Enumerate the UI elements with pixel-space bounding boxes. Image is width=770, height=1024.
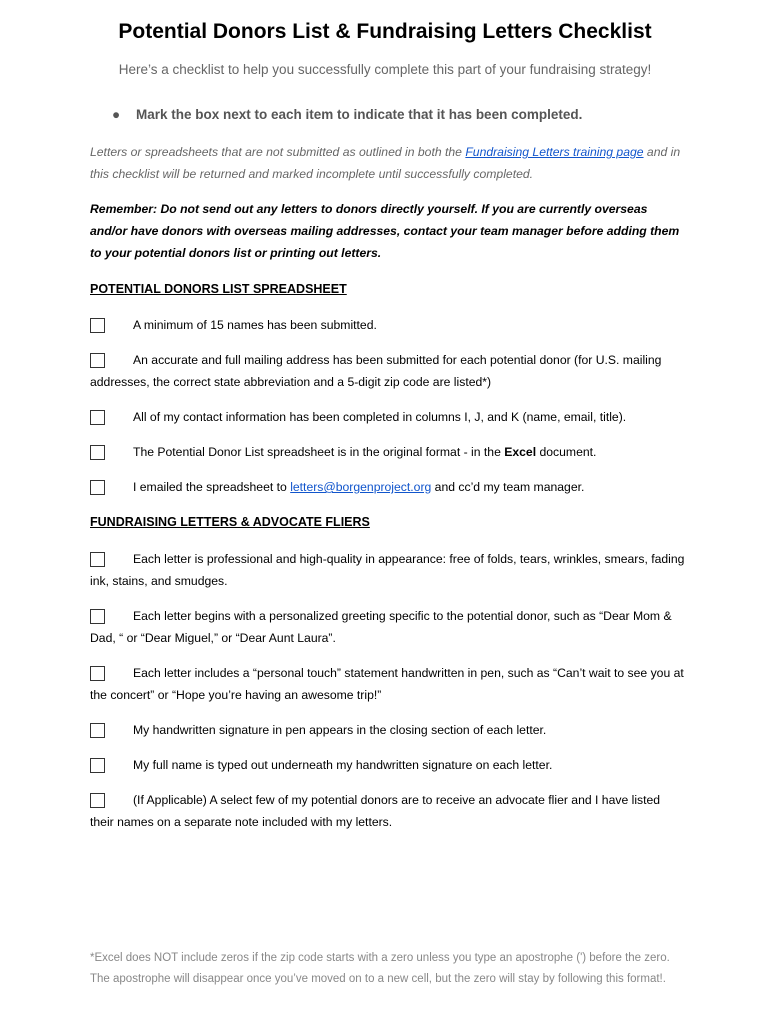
item-text-end: document. (536, 445, 597, 459)
section-heading-letters: FUNDRAISING LETTERS & ADVOCATE FLIERS (90, 515, 370, 529)
checkbox[interactable] (90, 318, 105, 333)
checklist-item (90, 662, 685, 706)
checklist-item (90, 719, 685, 741)
checkbox[interactable] (90, 666, 105, 681)
item-text: An accurate and full mailing address has been submitted for each potential donor (for U.S. mailing addresses, the correct state abbreviation and a 5-digit zip code are listed*) (90, 353, 662, 389)
note-text-start: Letters or spreadsheets that are not submitted as outlined in both the (90, 145, 466, 159)
email-link[interactable]: letters@borgenproject.org (290, 480, 432, 494)
item-text: My full name is typed out underneath my handwritten signature on each letter. (133, 758, 553, 772)
section-heading-donors: POTENTIAL DONORS LIST SPREADSHEET (90, 282, 347, 296)
checkbox[interactable] (90, 793, 105, 808)
checklist-item (90, 605, 685, 649)
checkbox[interactable] (90, 480, 105, 495)
checkbox[interactable] (90, 552, 105, 567)
page-subtitle: Here’s a checklist to help you successfully complete this part of your fundraising strategy! (118, 62, 652, 77)
checklist-item (90, 548, 685, 592)
item-text-start: The Potential Donor List spreadsheet is in the original format - in the (133, 445, 505, 459)
checkbox[interactable] (90, 410, 105, 425)
excel-emphasis: Excel (504, 445, 537, 459)
note-text-end: and in this checklist will be returned and marked incomplete until successfully completed. (90, 145, 681, 181)
remember-note: Remember: Do not send out any letters to donors directly yourself. If you are currently overseas and/or have donors with overseas mailing addresses, contact your team manager before adding them to your potential donors list or printing out letters. (90, 202, 680, 260)
item-text: Each letter includes a “personal touch” statement handwritten in pen, such as “Can’t wait to see you at the concert” or “Hope you’re having an awesome trip!” (90, 666, 684, 702)
zip-code-footnote: *Excel does NOT include zeros if the zip code starts with a zero unless you type an apostrophe (') before the zero. The apostrophe will disappear once you’ve moved on to a new cell, but the zero will stay by following this format!. (90, 952, 670, 985)
item-text: All of my contact information has been completed in columns I, J, and K (name, email, title). (133, 410, 627, 424)
item-text: A minimum of 15 names has been submitted. (133, 318, 377, 332)
item-text: (If Applicable) A select few of my potential donors are to receive an advocate flier and I have listed their names on a separate note included with my letters. (90, 793, 661, 829)
checkbox[interactable] (90, 609, 105, 624)
item-text: Each letter is professional and high-quality in appearance: free of folds, tears, wrinkles, smears, fading ink, stains, and smudges. (90, 552, 685, 588)
instruction-text: Mark the box next to each item to indicate that it has been completed. (136, 107, 583, 122)
checkbox[interactable] (90, 723, 105, 738)
submission-note (90, 141, 690, 185)
checkbox[interactable] (90, 445, 105, 460)
checklist-item (90, 754, 685, 776)
training-page-link[interactable]: Fundraising Letters training page (465, 145, 644, 159)
checklist-item (90, 406, 685, 428)
checklist-item (90, 349, 685, 393)
page-title: Potential Donors List & Fundraising Letters Checklist (118, 20, 652, 43)
checklist-item (90, 476, 685, 498)
item-text: My handwritten signature in pen appears in the closing section of each letter. (133, 723, 547, 737)
checkbox[interactable] (90, 353, 105, 368)
checkbox[interactable] (90, 758, 105, 773)
bullet-icon: ● (112, 107, 121, 122)
checklist-item (90, 314, 685, 336)
checklist-item (90, 789, 685, 833)
instruction-bullet (112, 107, 582, 122)
item-text: Each letter begins with a personalized greeting specific to the potential donor, such as “Dear Mom & Dad, “ or “Dear Miguel,” or “Dear Aunt Laura”. (90, 609, 672, 645)
item-text-start: I emailed the spreadsheet to (133, 480, 291, 494)
item-text-end: and cc’d my team manager. (431, 480, 585, 494)
checklist-item (90, 441, 685, 463)
